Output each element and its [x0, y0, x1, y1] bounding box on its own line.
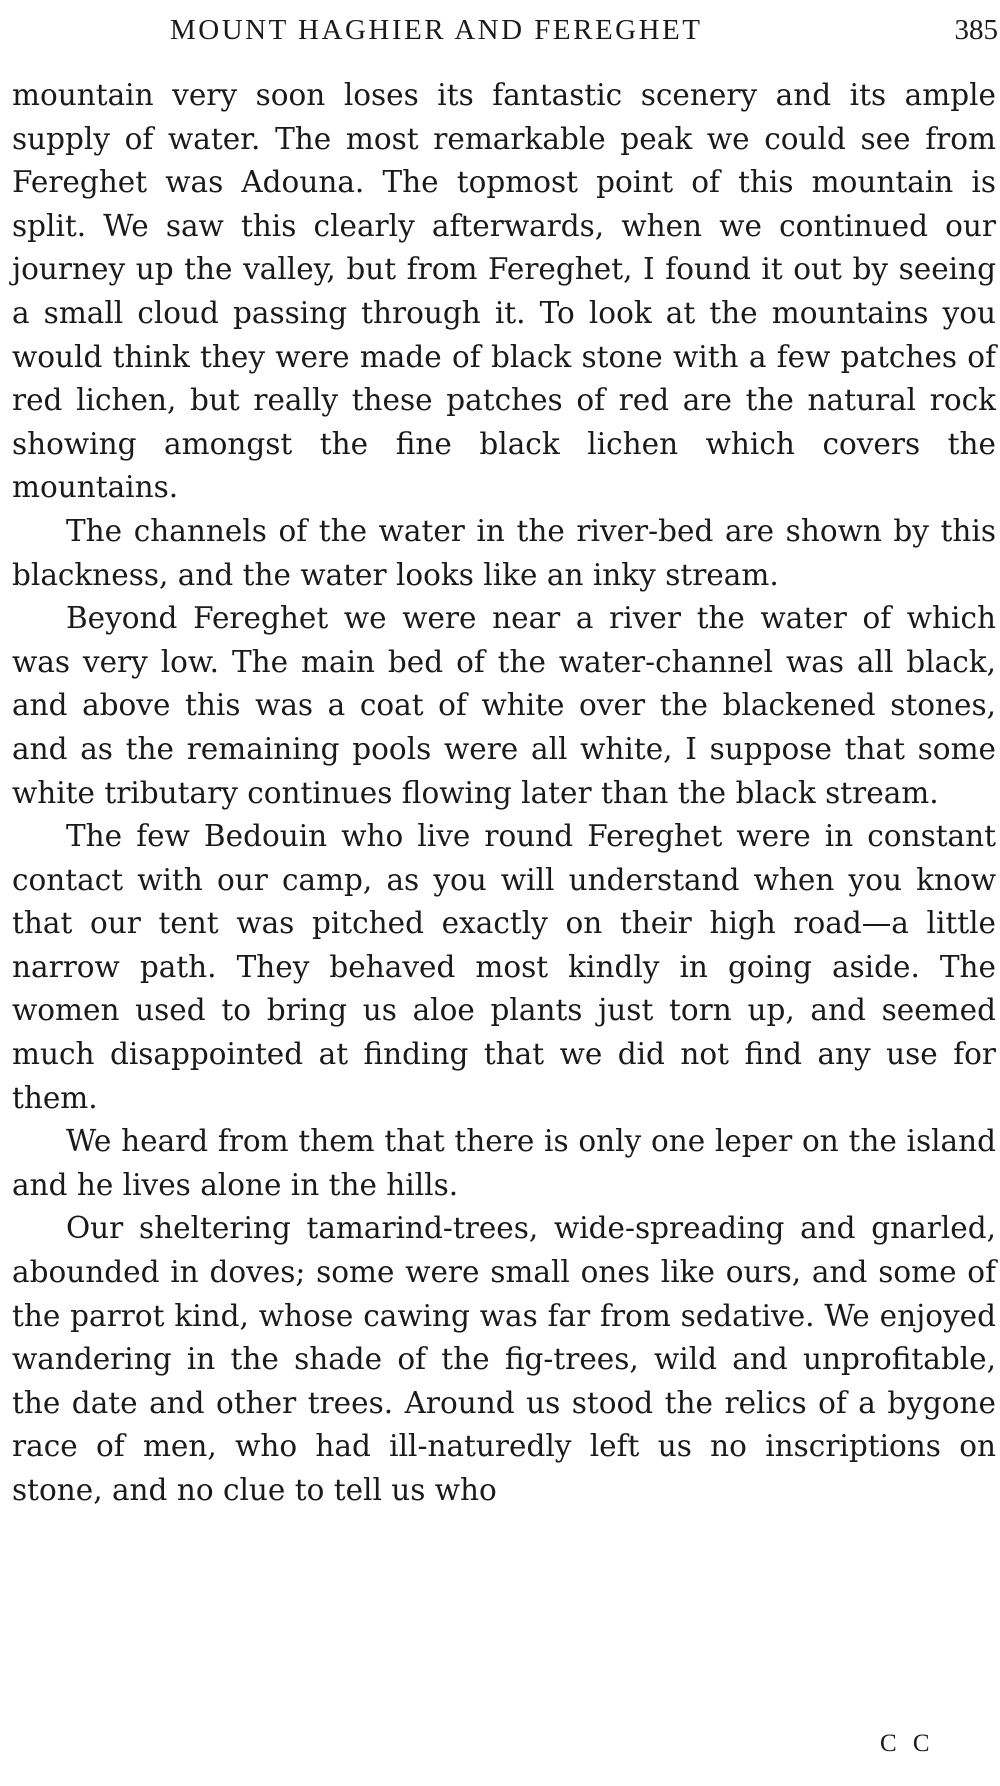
body-text: [12, 74, 996, 1513]
running-title: MOUNT HAGHIER AND FEREGHET: [170, 14, 703, 46]
signature-mark: C C: [880, 1730, 935, 1757]
paragraph-bedouin: The few Bedouin who live round Fereghet were in constant contact with our camp, as you will understand when you know that our tent was pitched exactly on their high road—a little narrow path. They behaved most kindly in going aside. The women used to bring us aloe plants just torn up, and seemed much disappointed at finding that we did not find any use for them.: [12, 819, 996, 1115]
page-header: [10, 8, 1000, 52]
paragraph-tamarind: Our sheltering tamarind-trees, wide-spreading and gnarled, abounded in doves; some were small ones like ours, and some of the parrot kind, whose cawing was far from sedative. We enjoyed wandering in the shade of the fig-trees, wild and unprofitable, the date and other trees. Around us stood the relics of a bygone race of men, who had ill-naturedly left us no inscriptions on stone, and no clue to tell us who: [12, 1211, 996, 1507]
paragraph-channels: The channels of the water in the river-bed are shown by this blackness, and the water looks like an inky stream.: [12, 513, 996, 592]
paragraph-leper: We heard from them that there is only one leper on the island and he lives alone in the hills.: [12, 1124, 996, 1202]
paragraph-river: Beyond Fereghet we were near a river the water of which was very low. The main bed of the water-channel was all black, and above this was a coat of white over the blackened stones, and as the remaining pools were all white, I suppose that some white tributary continues flowing later than the black stream.: [12, 601, 996, 810]
page-number: 385: [954, 14, 998, 46]
paragraph-continuation: mountain very soon loses its fantastic scenery and its ample supply of water. The most remarkable peak we could see from Fereghet was Adouna. The topmost point of this mountain is split. We saw this clearly afterwards, when we continued our journey up the valley, but from Fereghet, I found it out by seeing a small cloud passing through it. To look at the mountains you would think they were made of black stone with a few patches of red lichen, but really these patches of red are the natural rock showing amongst the fine black lichen which covers the mountains.: [12, 78, 996, 505]
